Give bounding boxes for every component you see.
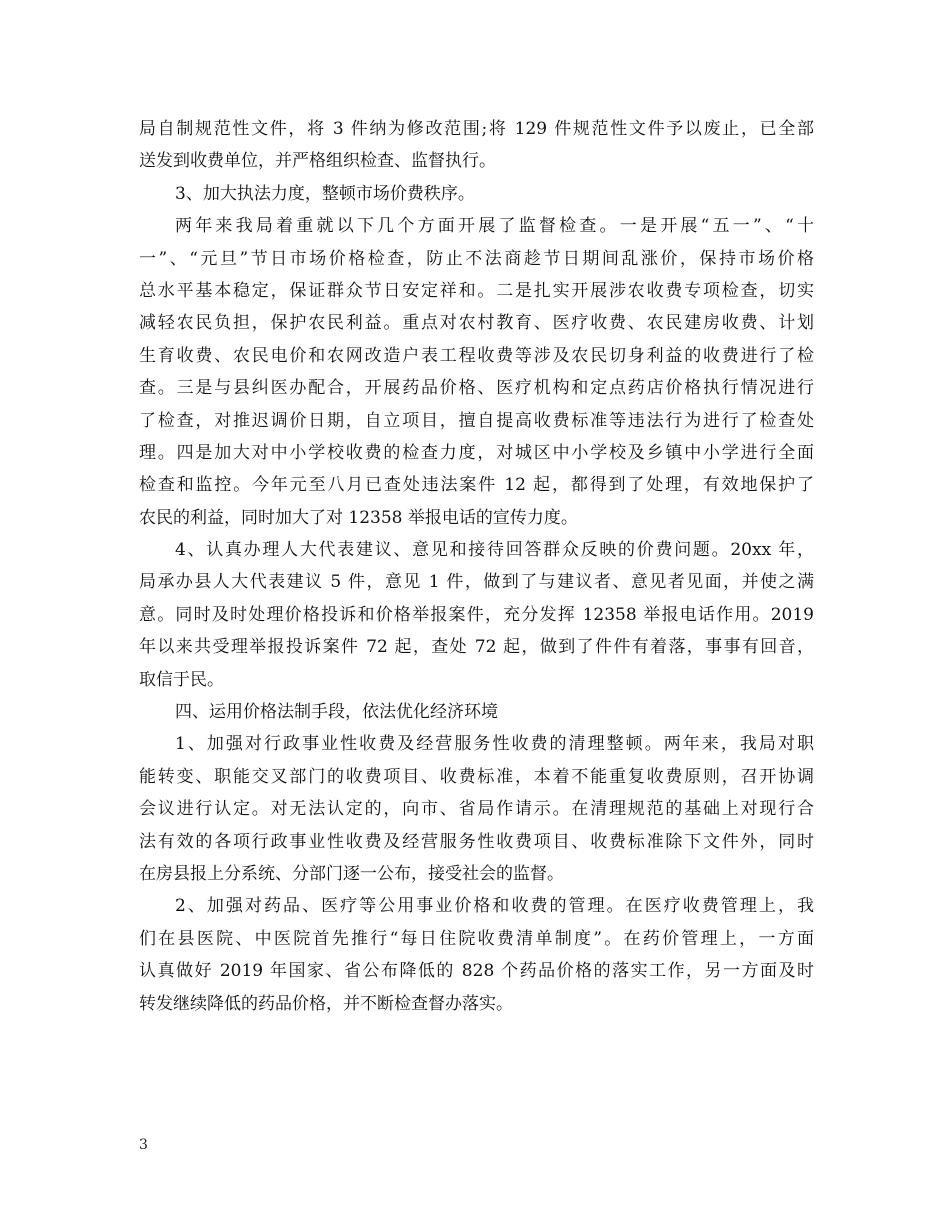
text-line: 年以来共受理举报投诉案件 72 起，查处 72 起，做到了件件有着落，事事有回音， (139, 637, 814, 658)
text-line: 了检查，对推迟调价日期，自立项目，擅自提高收费标准等违法行为进行了检查处 (139, 410, 814, 431)
text-line: 生育收费、农民电价和农网改造户表工程收费等涉及农民切身利益的收费进行了检 (139, 345, 814, 366)
text-line: 查。三是与县纠医办配合，开展药品价格、医疗机构和定点药店价格执行情况进行 (139, 378, 814, 399)
text-line: 两年来我局着重就以下几个方面开展了监督检查。一是开展“五一”、“十 (175, 216, 814, 237)
text-line: 送发到收费单位，并严格组织检查、监督执行。 (139, 151, 496, 172)
text-line: 一”、“元旦”节日市场价格检查，防止不法商趁节日期间乱涨价，保持市场价格 (139, 248, 814, 269)
text-line: 取信于民。 (139, 669, 224, 690)
text-line: 4、认真办理人大代表建议、意见和接待回答群众反映的价费问题。20xx 年， (175, 540, 814, 561)
text-line: 转发继续降低的药品价格，并不断检查督办落实。 (139, 993, 513, 1014)
text-line: 农民的利益，同时加大了对 12358 举报电话的宣传力度。 (139, 507, 578, 528)
document-body (139, 113, 814, 1020)
text-line: 检查和监控。今年元至八月已查处违法案件 12 起，都得到了处理，有效地保护了 (139, 475, 814, 496)
text-line: 能转变、职能交叉部门的收费项目、收费标准，本着不能重复收费原则，召开协调 (139, 766, 814, 787)
text-line: 2、加强对药品、医疗等公用事业价格和收费的管理。在医疗收费管理上，我 (175, 896, 814, 917)
text-line: 意。同时及时处理价格投诉和价格举报案件，充分发挥 12358 举报电话作用。2019 (139, 604, 814, 625)
section-heading: 3、加大执法力度，整顿市场价费秩序。 (175, 183, 475, 204)
section-heading: 四、运用价格法制手段，依法优化经济环境 (175, 702, 498, 723)
text-line: 局自制规范性文件，将 3 件纳为修改范围;将 129 件规范性文件予以废止，已全部 (139, 119, 814, 139)
text-line: 在房县报上分系统、分部门逐一公布，接受社会的监督。 (139, 863, 564, 884)
text-line: 法有效的各项行政事业性收费及经营服务性收费项目、收费标准除下文件外，同时 (139, 831, 814, 852)
text-line: 会议进行认定。对无法认定的，向市、省局作请示。在清理规范的基础上对现行合 (139, 799, 814, 820)
text-line: 认真做好 2019 年国家、省公布降低的 828 个药品价格的落实工作，另一方面及时 (139, 961, 814, 982)
text-line: 总水平基本稳定，保证群众节日安定祥和。二是扎实开展涉农收费专项检查，切实 (139, 280, 814, 301)
text-line: 们在县医院、中医院首先推行“每日住院收费清单制度”。在药价管理上，一方面 (139, 928, 814, 949)
text-line: 1、加强对行政事业性收费及经营服务性收费的清理整顿。两年来，我局对职 (175, 734, 814, 755)
page-number: 3 (139, 1137, 148, 1153)
text-line: 理。四是加大对中小学校收费的检查力度，对城区中小学校及乡镇中小学进行全面 (139, 442, 814, 463)
text-line: 局承办县人大代表建议 5 件，意见 1 件，做到了与建议者、意见者见面，并使之满 (139, 572, 814, 593)
text-line: 减轻农民负担，保护农民利益。重点对农村教育、医疗收费、农民建房收费、计划 (139, 313, 814, 334)
